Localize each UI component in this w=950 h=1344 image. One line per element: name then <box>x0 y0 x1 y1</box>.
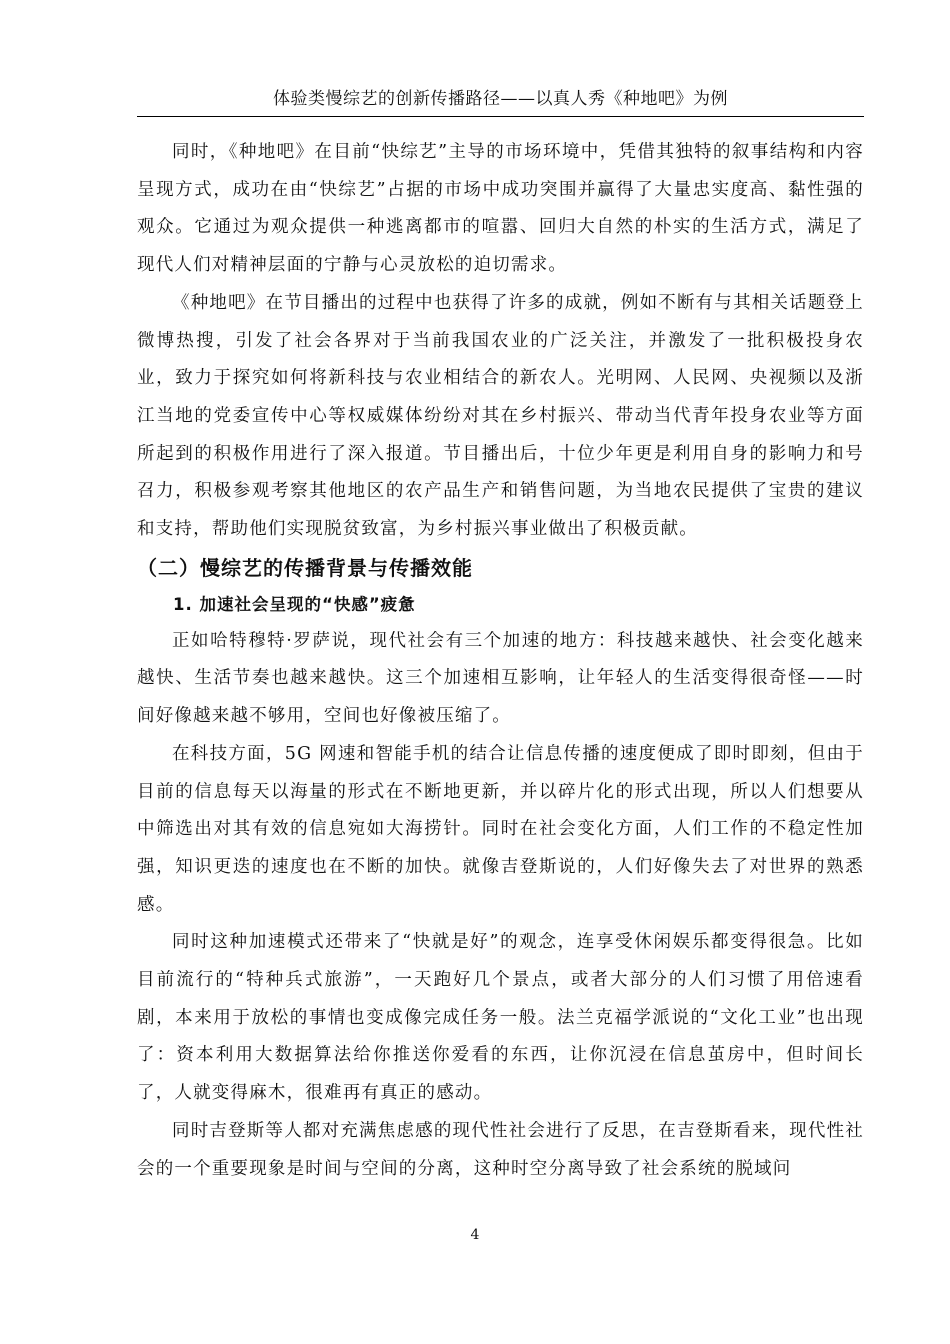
paragraph: 正如哈特穆特·罗萨说，现代社会有三个加速的地方：科技越来越快、社会变化越来越快、生活节奏也越来越快。这三个加速相互影响，让年轻人的生活变得很奇怪——时间好像越来越不够用，空间也好像被压缩了。 <box>137 630 864 727</box>
paragraph: 同时，《种地吧》在目前“快综艺”主导的市场环境中，凭借其独特的叙事结构和内容呈现方式，成功在由“快综艺”占据的市场中成功突围并赢得了大量忠实度高、黏性强的观众。它通过为观众提供一种逃离都市的喧嚣、回归大自然的朴实的生活方式，满足了现代人们对精神层面的宁静与心灵放松的迫切需求。 <box>137 142 864 276</box>
paragraph: 《种地吧》在节目播出的过程中也获得了许多的成就，例如不断有与其相关话题登上微博热搜，引发了社会各界对于当前我国农业的广泛关注，并激发了一批积极投身农业，致力于探究如何将新科技与农业相结合的新农人。光明网、人民网、央视频以及浙江当地的党委宣传中心等权威媒体纷纷对其在乡村振兴、带动当代青年投身农业等方面所起到的积极作用进行了深入报道。节目播出后，十位少年更是利用自身的影响力和号召力，积极参观考察其他地区的农产品生产和销售问题，为当地农民提供了宝贵的建议和支持，帮助他们实现脱贫致富，为乡村振兴事业做出了积极贡献。 <box>137 292 864 540</box>
page-number: 4 <box>470 1227 480 1243</box>
paragraph: 在科技方面，5G 网速和智能手机的结合让信息传播的速度便成了即时即刻，但由于目前的信息每天以海量的形式在不断地更新，并以碎片化的形式出现，所以人们想要从中筛选出对其有效的信息宛如大海捞针。同时在社会变化方面，人们工作的不稳定性加强，知识更迭的速度也在不断的加快。就像吉登斯说的，人们好像失去了对世界的熟悉感。 <box>137 743 864 915</box>
subsection-heading: 1. 加速社会呈现的“快感”疲惫 <box>173 594 416 614</box>
paragraph: 同时这种加速模式还带来了“快就是好”的观念，连享受休闲娱乐都变得很急。比如目前流行的“特种兵式旅游”，一天跑好几个景点，或者大部分的人们习惯了用倍速看剧，本来用于放松的事情也变成像完成任务一般。法兰克福学派说的“文化工业”也出现了：资本利用大数据算法给你推送你爱看的东西，让你沉浸在信息茧房中，但时间长了，人就变得麻木，很难再有真正的感动。 <box>137 932 864 1104</box>
body-text <box>137 134 864 1188</box>
running-header: 体验类慢综艺的创新传播路径——以真人秀《种地吧》为例 <box>273 89 728 109</box>
section-heading: （二）慢综艺的传播背景与传播效能 <box>137 555 473 580</box>
header-divider <box>137 116 864 117</box>
paragraph: 同时吉登斯等人都对充满焦虑感的现代性社会进行了反思，在吉登斯看来，现代性社会的一个重要现象是时间与空间的分离，这种时空分离导致了社会系统的脱域问 <box>137 1120 864 1179</box>
